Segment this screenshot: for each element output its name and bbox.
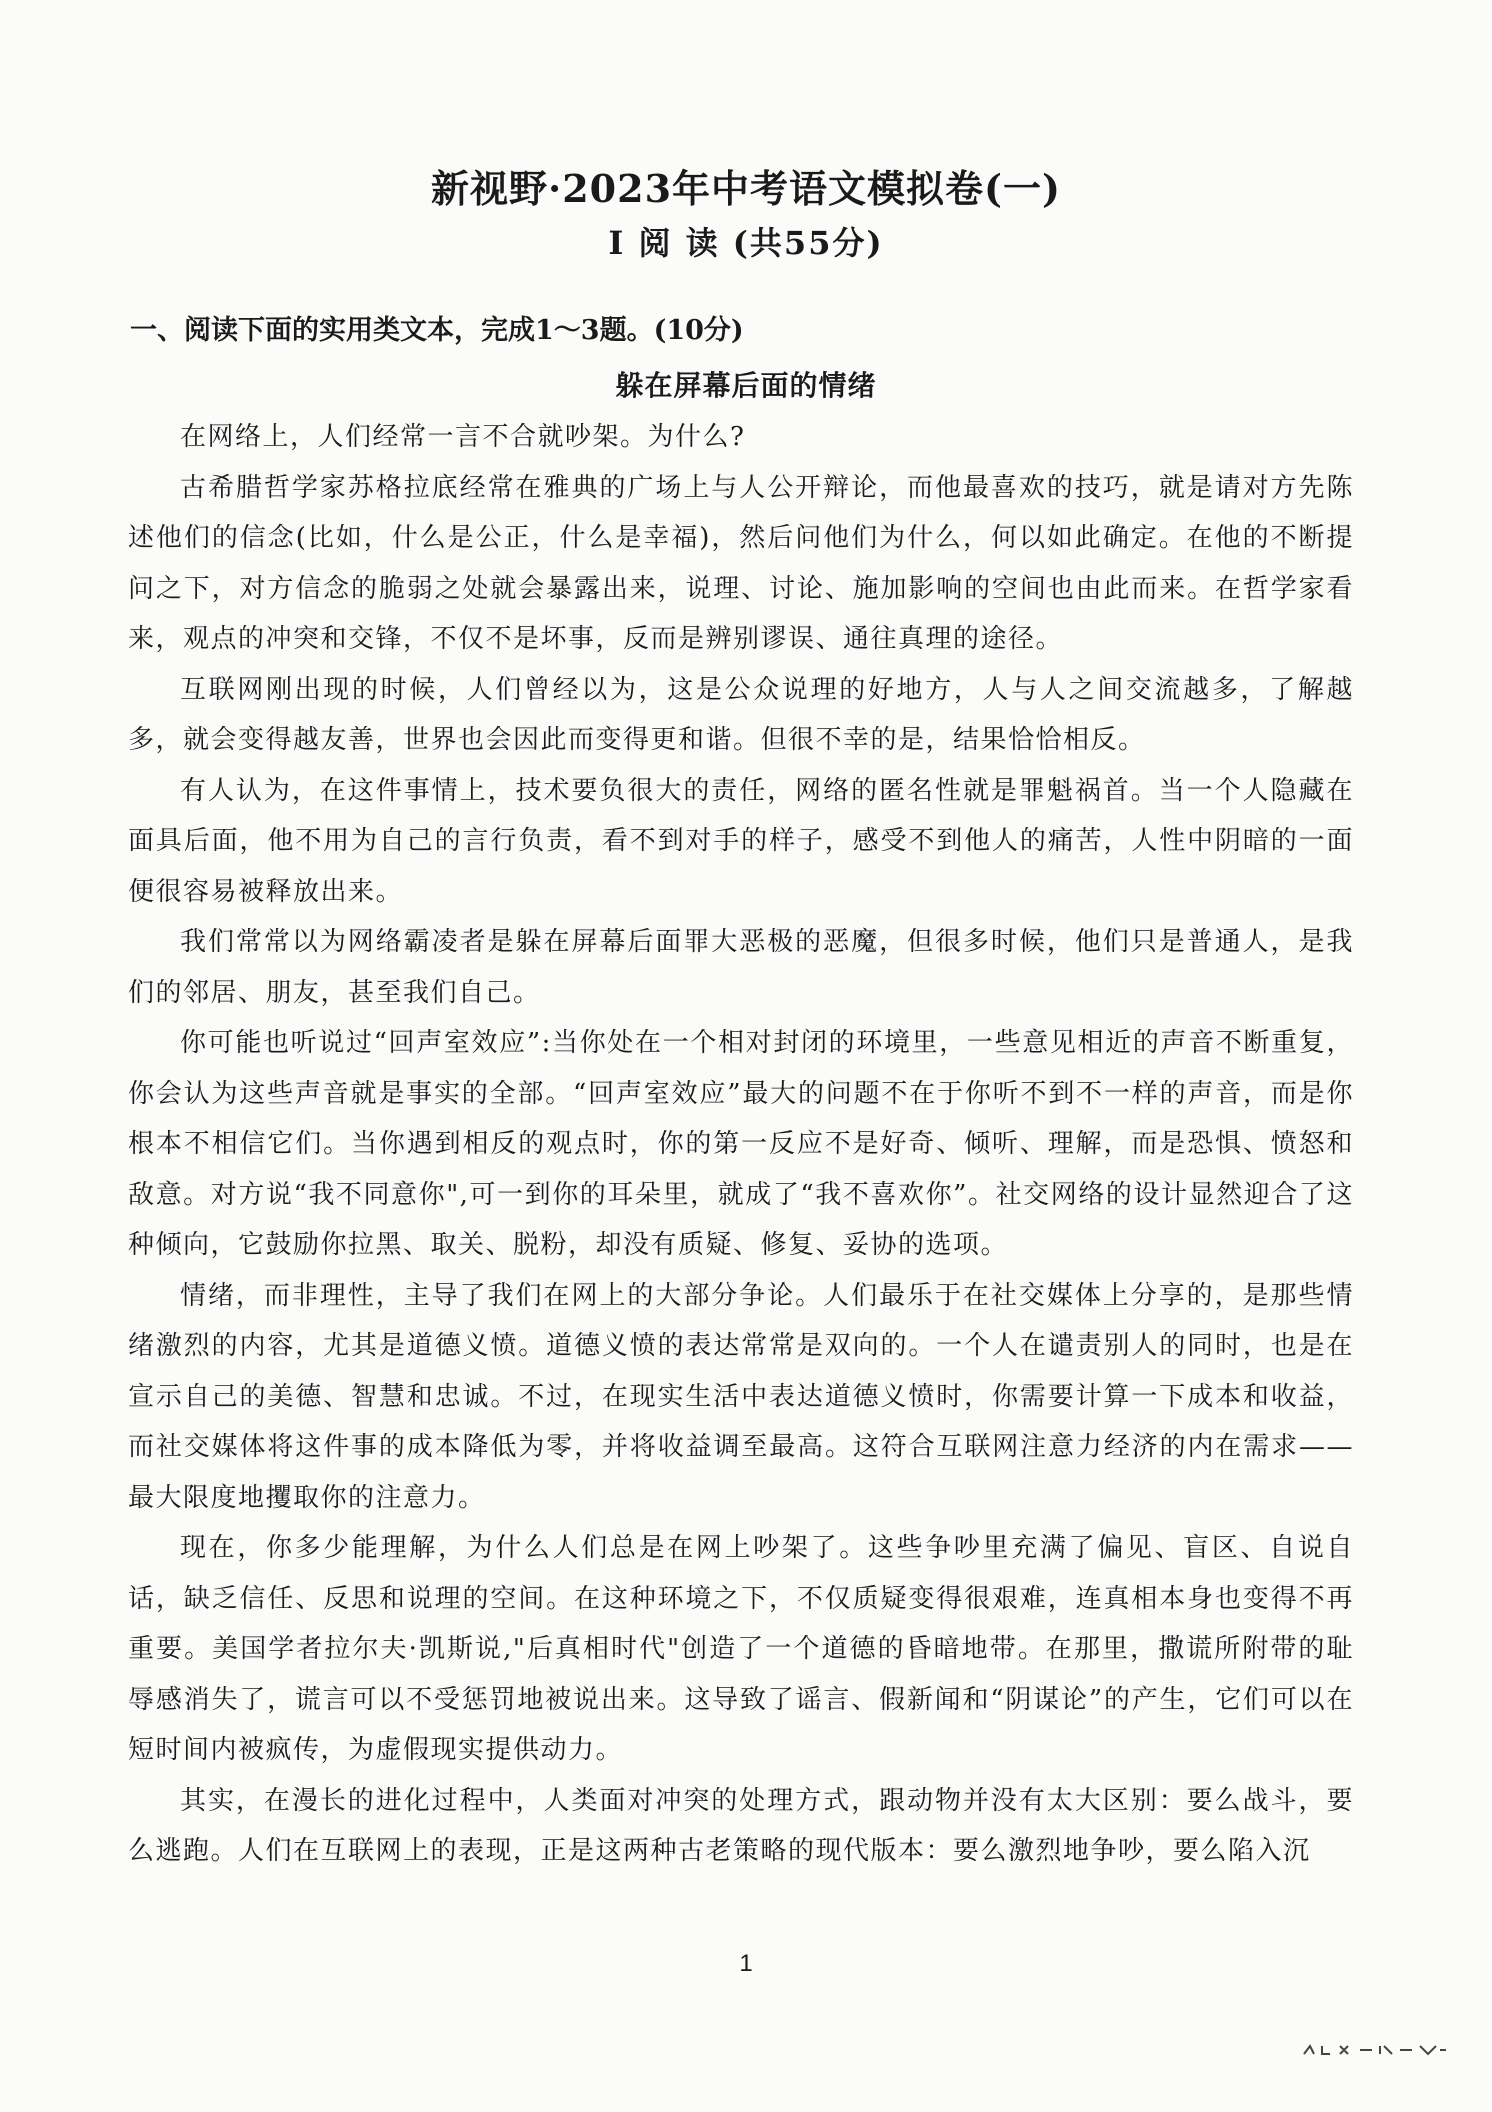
question-section-heading: 一、阅读下面的实用类文本，完成1～3题。(10分) <box>130 315 744 346</box>
paragraph: 互联网刚出现的时候，人们曾经以为，这是公众说理的好地方，人与人之间交流越多，了解越多，就会变得越友善，世界也会因此而变得更和谐。但很不幸的是，结果恰恰相反。 <box>128 674 1354 755</box>
paragraph: 有人认为，在这件事情上，技术要负很大的责任，网络的匿名性就是罪魁祸首。当一个人隐藏在面具后面，他不用为自己的言行负责，看不到对手的样子，感受不到他人的痛苦，人性中阴暗的一面便很容易被释放出来。 <box>128 775 1354 907</box>
exam-title: 新视野·2023年中考语文模拟卷(一) <box>431 166 1061 211</box>
paragraph: 你可能也听说过“回声室效应”:当你处在一个相对封闭的环境里，一些意见相近的声音不断重复，你会认为这些声音就是事实的全部。“回声室效应”最大的问题不在于你听不到不一样的声音，而是你根本不相信它们。当你遇到相反的观点时，你的第一反应不是好奇、倾听、理解，而是恐惧、愤怒和敌意。对方说“我不同意你",可一到你的耳朵里，就成了“我不喜欢你”。社交网络的设计显然迎合了这种倾向，它鼓励你拉黑、取关、脱粉，却没有质疑、修复、妥协的选项。 <box>128 1028 1354 1260</box>
article-body <box>128 412 1354 1877</box>
paragraph: 现在，你多少能理解，为什么人们总是在网上吵架了。这些争吵里充满了偏见、盲区、自说自话，缺乏信任、反思和说理的空间。在这种环境之下，不仅质疑变得很艰难，连真相本身也变得不再重要。美国学者拉尔夫·凯斯说,"后真相时代"创造了一个道德的昏暗地带。在那里，撒谎所附带的耻辱感消失了，谎言可以不受惩罚地被说出来。这导致了谣言、假新闻和“阴谋论”的产生，它们可以在短时间内被疯传，为虚假现实提供动力。 <box>128 1533 1354 1765</box>
article-title: 躲在屏幕后面的情绪 <box>615 369 877 402</box>
paragraph: 情绪，而非理性，主导了我们在网上的大部分争论。人们最乐于在社交媒体上分享的，是那些情绪激烈的内容，尤其是道德义愤。道德义愤的表达常常是双向的。一个人在谴责别人的同时，也是在宣示自己的美德、智慧和忠诚。不过，在现实生活中表达道德义愤时，你需要计算一下成本和收益，而社交媒体将这件事的成本降低为零，并将收益调至最高。这符合互联网注意力经济的内在需求——最大限度地攫取你的注意力。 <box>128 1280 1354 1513</box>
paragraph: 其实，在漫长的进化过程中，人类面对冲突的处理方式，跟动物并没有太大区别：要么战斗，要么逃跑。人们在互联网上的表现，正是这两种古老策略的现代版本：要么激烈地争吵，要么陷入沉 <box>128 1785 1354 1866</box>
paragraph: 我们常常以为网络霸凌者是躲在屏幕后面罪大恶极的恶魔，但很多时候，他们只是普通人，是我们的邻居、朋友，甚至我们自己。 <box>128 927 1354 1008</box>
paragraph: 在网络上，人们经常一言不合就吵架。为什么? <box>180 422 746 452</box>
page-number: 1 <box>739 1950 753 1977</box>
paragraph: 古希腊哲学家苏格拉底经常在雅典的广场上与人公开辩论，而他最喜欢的技巧，就是请对方先陈述他们的信念(比如，什么是公正，什么是幸福)，然后问他们为什么，何以如此确定。在他的不断提问之下，对方信念的脆弱之处就会暴露出来，说理、讨论、施加影响的空间也由此而来。在哲学家看来，观点的冲突和交锋，不仅不是坏事，反而是辨别谬误、通往真理的途径。 <box>128 472 1354 654</box>
watermark-scribble <box>1300 2040 1450 2060</box>
part-heading: Ⅰ 阅 读 (共55分) <box>608 224 884 262</box>
